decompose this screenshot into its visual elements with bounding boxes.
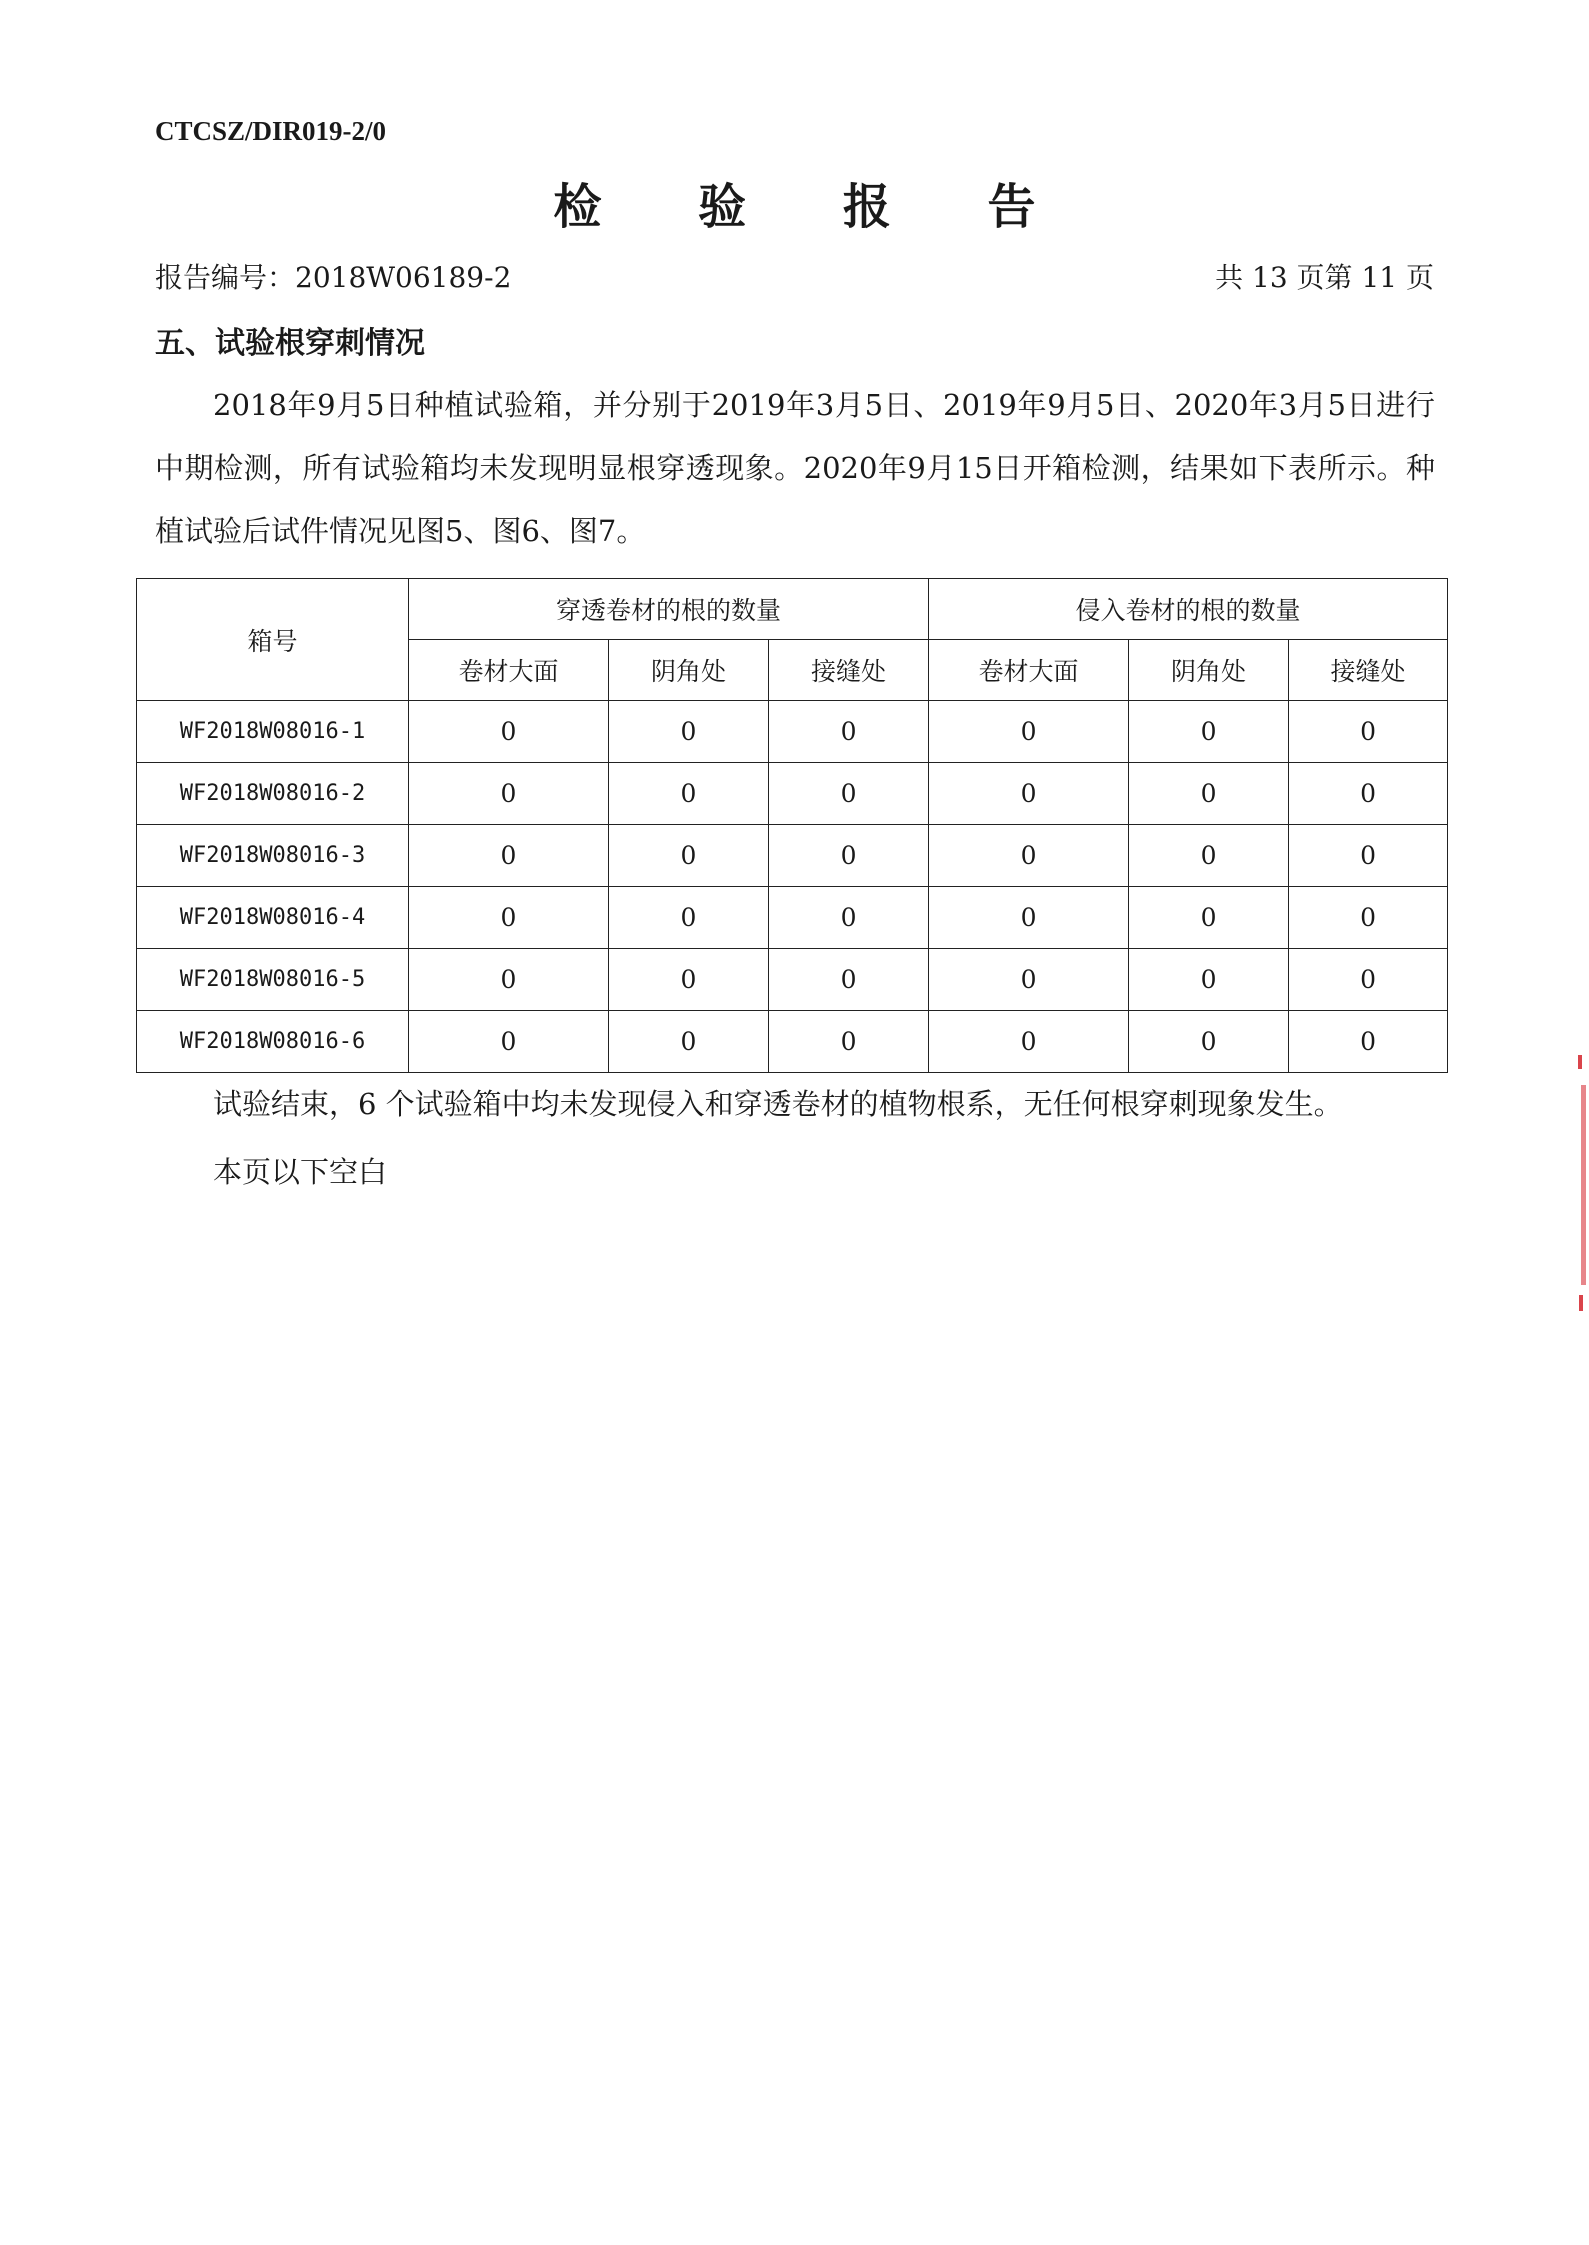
count-cell: 0 <box>409 825 609 887</box>
count-cell: 0 <box>769 825 929 887</box>
results-table <box>136 578 1448 1073</box>
count-cell: 0 <box>929 763 1129 825</box>
count-cell: 0 <box>1129 887 1289 949</box>
box-id-cell: WF2018W08016-5 <box>137 949 409 1011</box>
count-cell: 0 <box>1129 701 1289 763</box>
box-id-cell: WF2018W08016-6 <box>137 1011 409 1073</box>
count-cell: 0 <box>769 887 929 949</box>
count-cell: 0 <box>1129 949 1289 1011</box>
blank-note: 本页以下空白 <box>213 1155 388 1189</box>
count-cell: 0 <box>609 763 769 825</box>
box-id-cell: WF2018W08016-3 <box>137 825 409 887</box>
count-cell: 0 <box>1289 825 1448 887</box>
sub-header: 阴角处 <box>1129 640 1289 701</box>
penetrate-group-header: 穿透卷材的根的数量 <box>409 579 929 640</box>
section-paragraph <box>155 374 1435 563</box>
count-cell: 0 <box>1289 763 1448 825</box>
count-cell: 0 <box>769 949 929 1011</box>
count-cell: 0 <box>929 949 1129 1011</box>
box-id-cell: WF2018W08016-1 <box>137 701 409 763</box>
sub-header: 阴角处 <box>609 640 769 701</box>
sub-header: 接缝处 <box>1289 640 1448 701</box>
table-row <box>137 949 1448 1011</box>
count-cell: 0 <box>1129 763 1289 825</box>
count-cell: 0 <box>769 763 929 825</box>
count-cell: 0 <box>609 825 769 887</box>
seal-stamp-fragment <box>1575 1055 1589 1315</box>
count-cell: 0 <box>1289 887 1448 949</box>
section-heading: 五、试验根穿刺情况 <box>155 326 425 361</box>
count-cell: 0 <box>609 1011 769 1073</box>
count-cell: 0 <box>769 701 929 763</box>
paragraph-text: 2018年9月5日种植试验箱，并分别于2019年3月5日、2019年9月5日、2020年3月5日进行中期检测，所有试验箱均未发现明显根穿透现象。2020年9月15日开箱检测，结果如下表所示。种植试验后试件情况见图5、图6、图7。 <box>155 388 1435 548</box>
count-cell: 0 <box>1289 949 1448 1011</box>
count-cell: 0 <box>409 701 609 763</box>
table-row <box>137 1011 1448 1073</box>
table-row <box>137 825 1448 887</box>
sub-header: 卷材大面 <box>929 640 1129 701</box>
count-cell: 0 <box>1289 701 1448 763</box>
count-cell: 0 <box>1289 1011 1448 1073</box>
document-code: CTCSZ/DIR019-2/0 <box>155 116 387 146</box>
count-cell: 0 <box>929 701 1129 763</box>
report-title: 检 验 报 告 <box>553 179 1076 235</box>
table-row <box>137 701 1448 763</box>
count-cell: 0 <box>929 887 1129 949</box>
count-cell: 0 <box>929 1011 1129 1073</box>
count-cell: 0 <box>769 1011 929 1073</box>
box-number-header: 箱号 <box>137 579 409 701</box>
table-row <box>137 887 1448 949</box>
count-cell: 0 <box>609 701 769 763</box>
intrude-group-header: 侵入卷材的根的数量 <box>929 579 1448 640</box>
count-cell: 0 <box>609 887 769 949</box>
page-count: 共 13 页第 11 页 <box>1215 261 1434 294</box>
sub-header: 接缝处 <box>769 640 929 701</box>
count-cell: 0 <box>409 949 609 1011</box>
count-cell: 0 <box>409 887 609 949</box>
count-cell: 0 <box>409 1011 609 1073</box>
count-cell: 0 <box>409 763 609 825</box>
count-cell: 0 <box>609 949 769 1011</box>
count-cell: 0 <box>929 825 1129 887</box>
table-row <box>137 763 1448 825</box>
box-id-cell: WF2018W08016-2 <box>137 763 409 825</box>
report-number: 报告编号：2018W06189-2 <box>155 261 512 294</box>
conclusion-text: 试验结束，6 个试验箱中均未发现侵入和穿透卷材的植物根系，无任何根穿刺现象发生。 <box>213 1087 1343 1121</box>
sub-header: 卷材大面 <box>409 640 609 701</box>
count-cell: 0 <box>1129 1011 1289 1073</box>
box-id-cell: WF2018W08016-4 <box>137 887 409 949</box>
count-cell: 0 <box>1129 825 1289 887</box>
